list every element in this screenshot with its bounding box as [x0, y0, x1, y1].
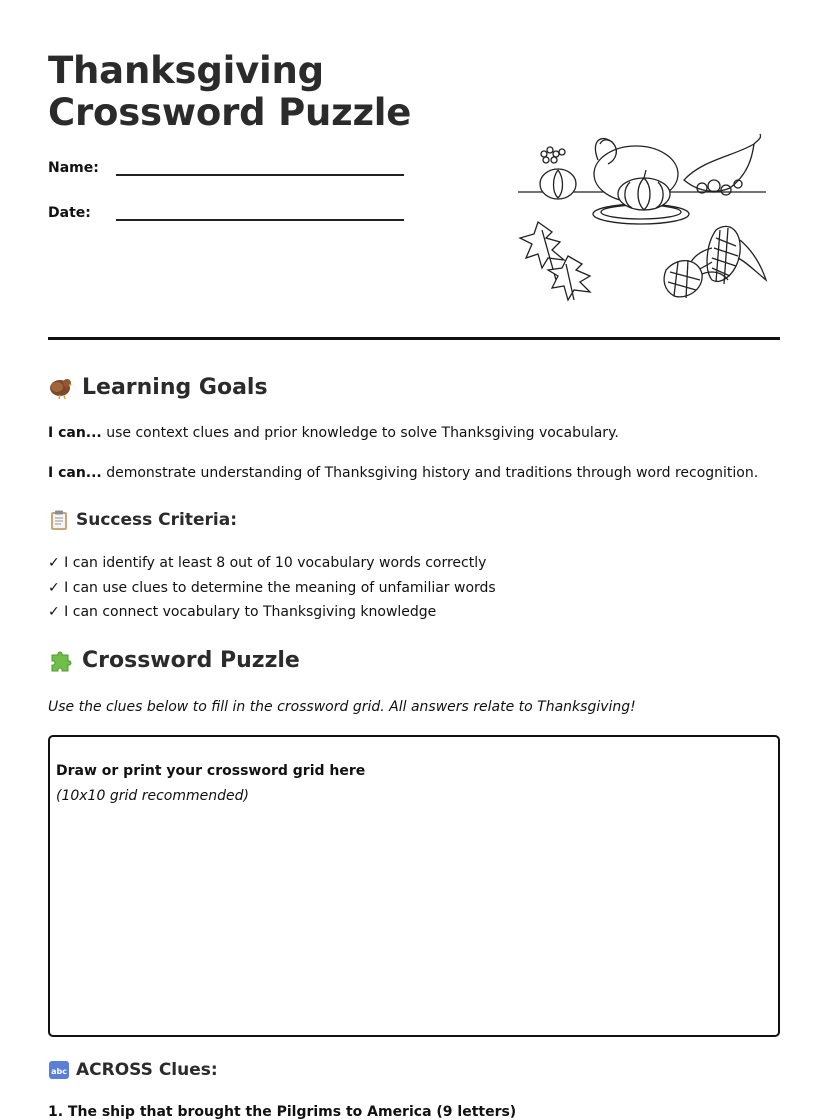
crossword-grid-area[interactable] [48, 735, 780, 1037]
name-label: Name: [48, 160, 99, 176]
section-divider [48, 337, 780, 340]
goal-1-lead: I can... [48, 425, 102, 441]
crossword-heading [48, 647, 300, 673]
goal-2-lead: I can... [48, 465, 102, 481]
crossword-title: Crossword Puzzle [82, 647, 300, 673]
list-item: ✓ I can use clues to determine the meaning of unfamiliar words [48, 579, 496, 596]
grid-subtitle: (10x10 grid recommended) [56, 788, 249, 804]
across-clue-1: 1. The ship that brought the Pilgrims to America (9 letters) [48, 1104, 517, 1120]
thanksgiving-illustration [516, 130, 774, 305]
goal-2-text: demonstrate understanding of Thanksgiving history and traditions through word recognition. [101, 465, 759, 481]
name-field[interactable] [48, 160, 408, 184]
across-clues-heading [48, 1059, 218, 1081]
list-item: ✓ I can connect vocabulary to Thanksgiving knowledge [48, 604, 437, 620]
puzzle-piece-icon [48, 647, 74, 673]
success-criteria-list [48, 553, 496, 627]
success-criteria-title: Success Criteria: [76, 510, 238, 530]
clipboard-icon [48, 509, 70, 531]
goal-1 [48, 425, 619, 441]
date-label: Date: [48, 205, 91, 221]
goal-1-text: use context clues and prior knowledge to solve Thanksgiving vocabulary. [101, 425, 619, 441]
goal-2 [48, 465, 758, 481]
date-field[interactable] [48, 205, 408, 229]
name-line[interactable] [116, 174, 404, 176]
success-criteria-heading [48, 509, 237, 531]
crossword-instructions: Use the clues below to fill in the crossword grid. All answers relate to Thanksgiving! [48, 699, 636, 715]
across-clues-title: ACROSS Clues: [76, 1060, 218, 1080]
abc-icon [48, 1059, 70, 1081]
date-line[interactable] [116, 219, 404, 221]
svg-text:abc: abc [51, 1067, 67, 1076]
learning-goals-title: Learning Goals [82, 374, 268, 400]
learning-goals-heading [48, 374, 268, 400]
turkey-icon [48, 374, 74, 400]
list-item: ✓ I can identify at least 8 out of 10 vocabulary words correctly [48, 555, 487, 571]
grid-title: Draw or print your crossword grid here [56, 763, 366, 779]
page-title: Thanksgiving Crossword Puzzle [48, 49, 412, 134]
